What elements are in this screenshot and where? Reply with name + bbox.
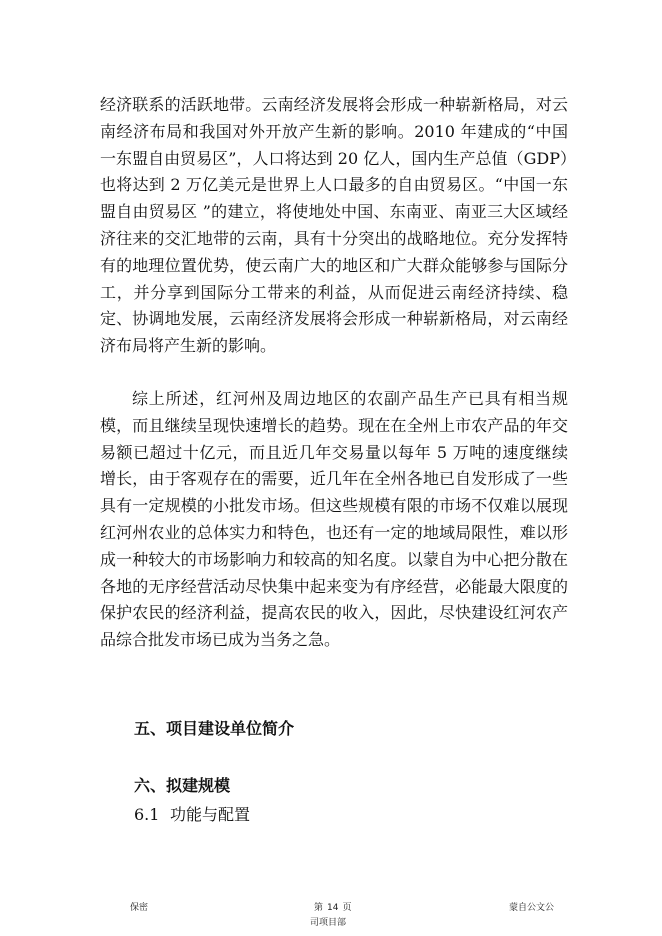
subsection-title: 功能与配置 [170, 805, 251, 824]
paragraph-yunnan-economy: 经济联系的活跃地带。云南经济发展将会形成一种崭新格局，对云南经济布局和我国对外开放产生新的影响。2010 年建成的“中国一东盟自由贸易区”，人口将达到 20 亿人，国内生产总值（GDP）也将达到 2 万亿美元是世界上人口最多的自由贸易区。“中国一东盟自由贸易区 ”的建立，将使地处中国、东南亚、南亚三大区域经济往来的交汇地带的云南，具有十分突出的战略地位。充分发挥特有的地理位置优势，使云南广大的地区和广大群众能够参与国际分工，并分享到国际分工带来的利益，从而促进云南经济持续、稳定、协调地发展，云南经济发展将会形成一种崭新格局，对云南经济布局将产生新的影响。 [100, 95, 568, 356]
footer-page-value: 14 [327, 903, 339, 913]
footer-confidential: 保密 [130, 903, 149, 913]
paragraph-summary: 综上所述，红河州及周边地区的农副产品生产已具有相当规模，而且继续呈现快速增长的趋势。现在在全州上市农产品的年交易额已超过十亿元，而且近几年交易量以每年 5 万吨的速度继续增长，由于客观存在的需要，近几年在全州各地已自发形成了一些具有一定规模的小批发市场。但这些规模有限的市场不仅难以展现红河州农业的总体实力和特色，也还有一定的地域局限性，难以形成一种较大的市场影响力和较高的知名度。以蒙自为中心把分散在各地的无序经营活动尽快集中起来变为有序经营，必能最大限度的保护农民的经济利益，提高农民的收入，因此，尽快建设红河农产品综合批发市场已成为当务之急。 [100, 389, 568, 650]
subsection-heading-6-1 [134, 802, 250, 825]
footer-page-suffix: 页 [342, 903, 352, 913]
footer-page-prefix: 第 [314, 903, 324, 913]
subsection-number: 6.1 [134, 805, 160, 824]
section-heading-six: 六、拟建规模 [134, 776, 231, 795]
footer-company: 蒙自公文公 [509, 903, 555, 913]
section-heading-five: 五、项目建设单位简介 [134, 719, 295, 738]
footer-department: 司项目部 [310, 918, 347, 928]
footer-page-number [314, 900, 351, 913]
